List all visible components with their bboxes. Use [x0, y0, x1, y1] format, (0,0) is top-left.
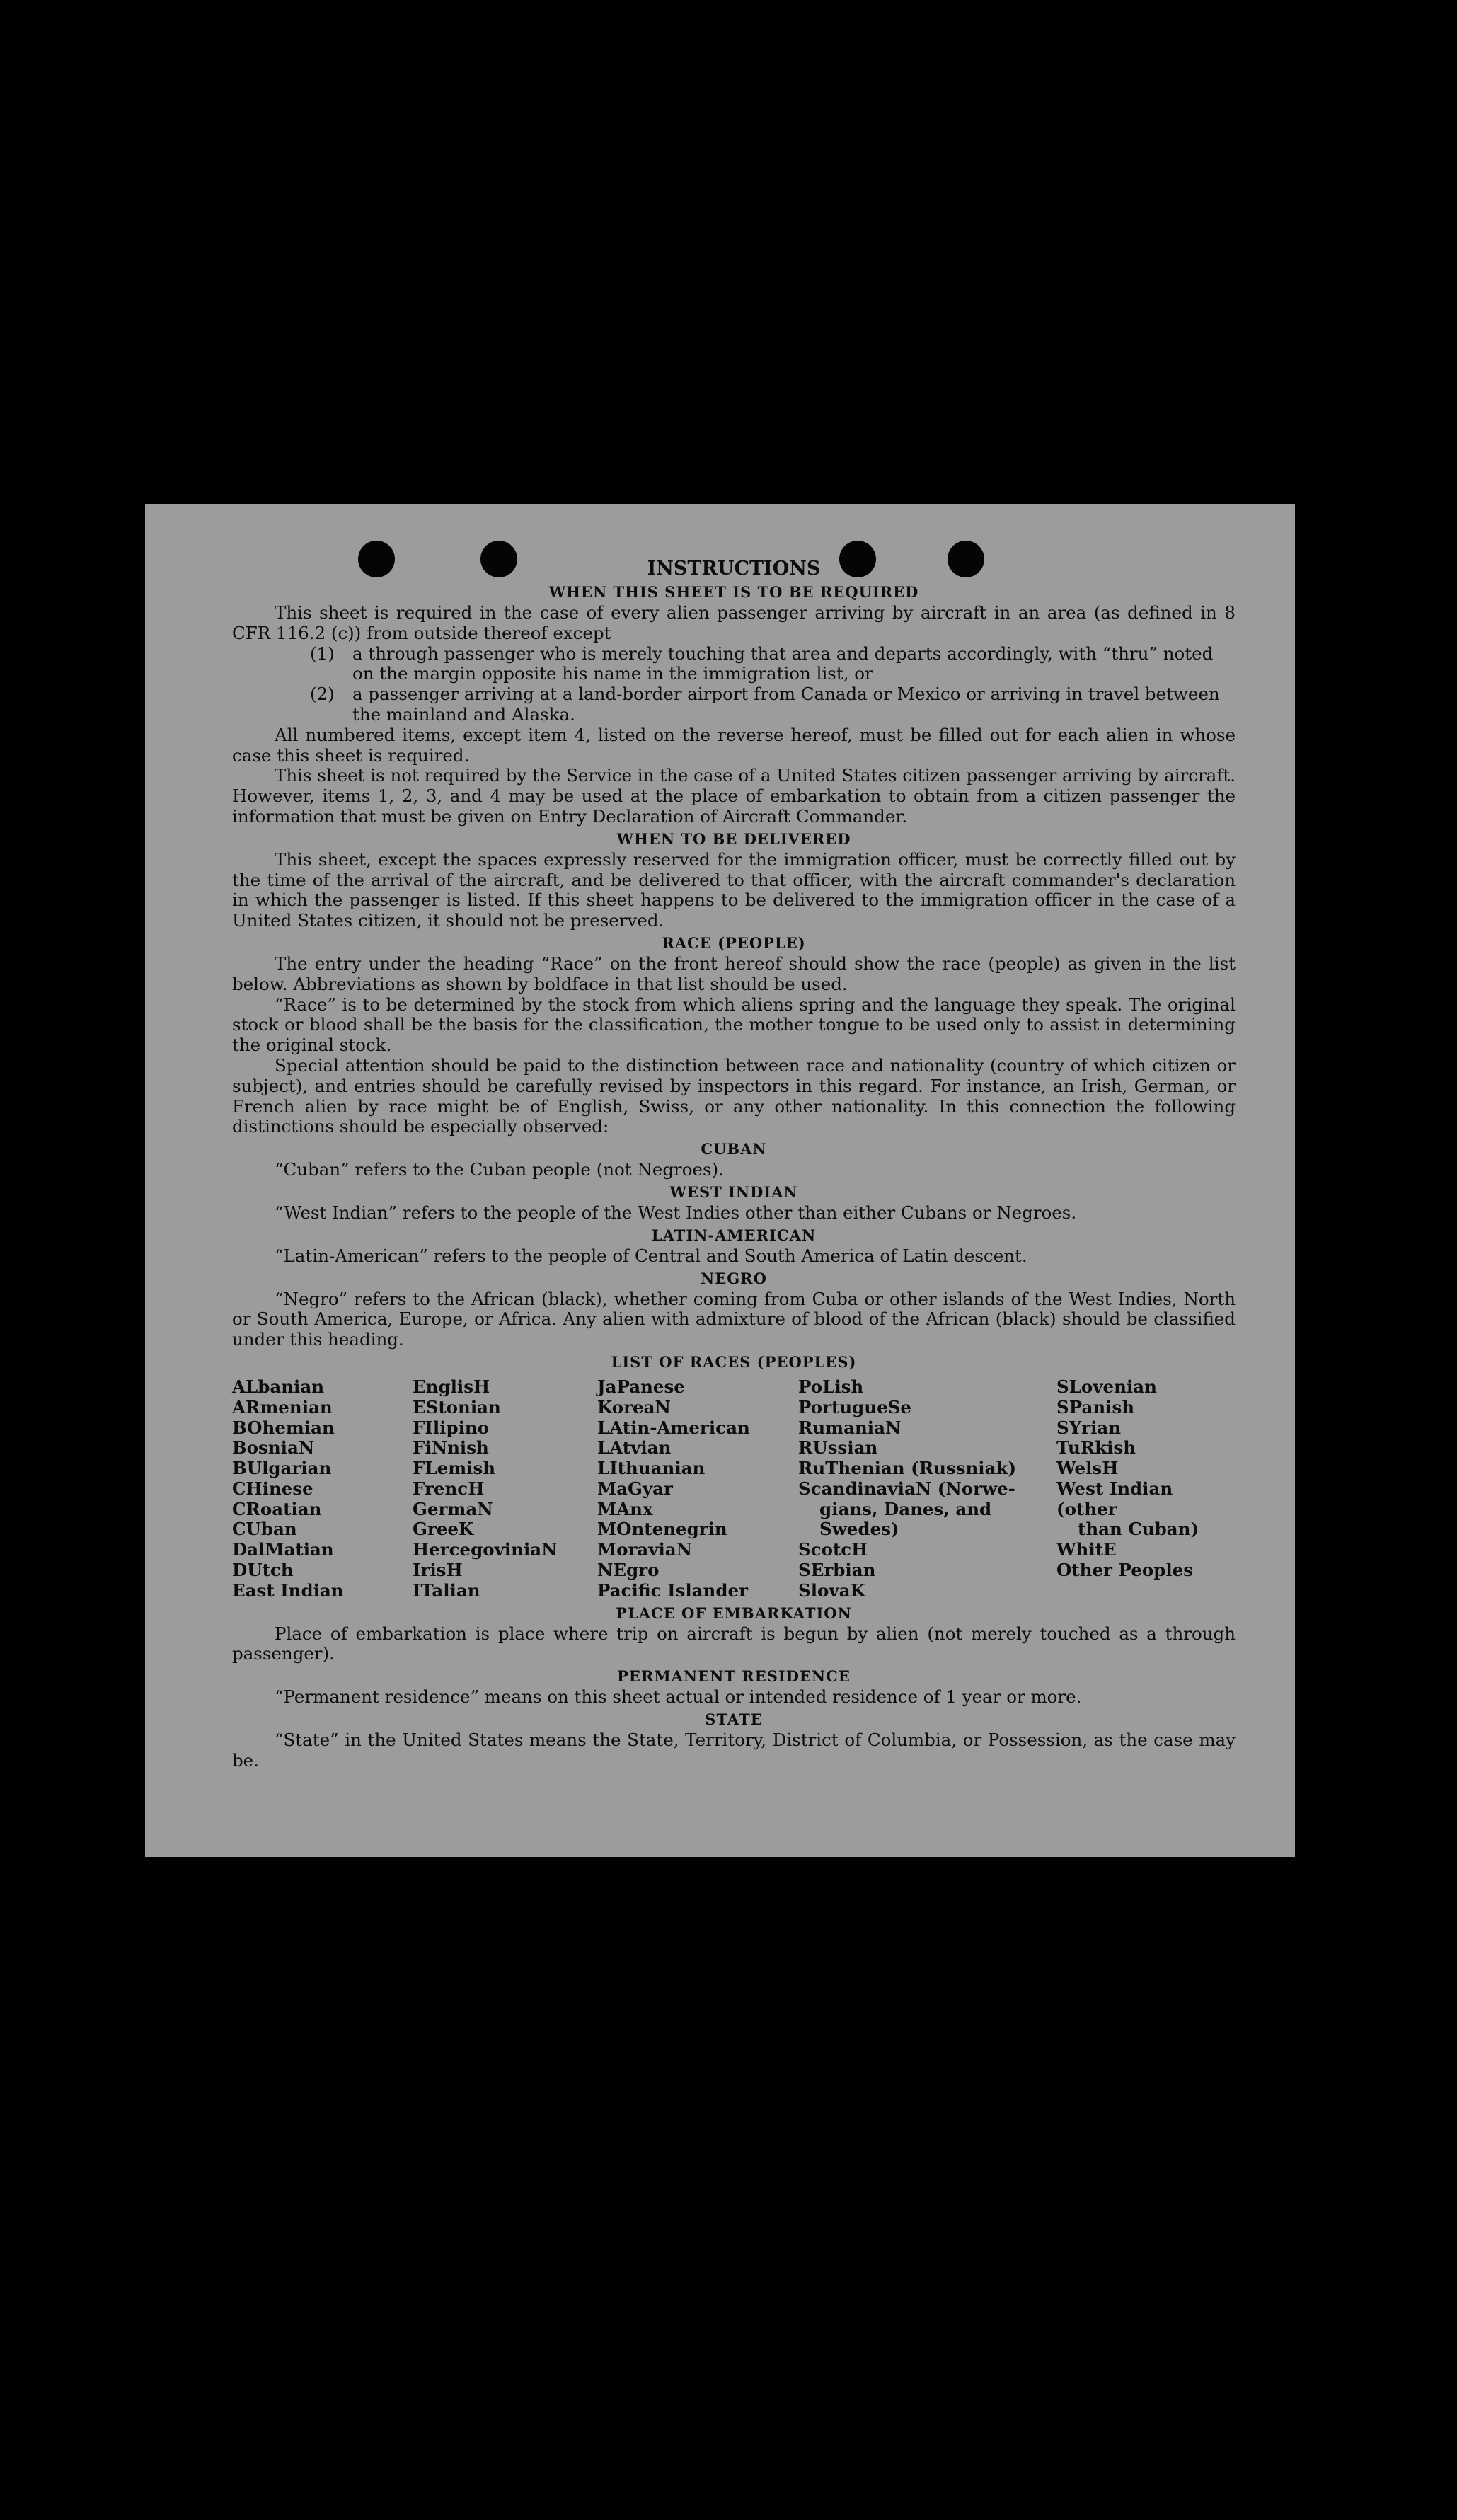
section-heading-state: STATE — [705, 1710, 763, 1729]
item-text: a passenger arriving at a land-border airport from Canada or Mexico or arriving in travel between the mainland and Alaska. — [352, 684, 1220, 725]
race-entry: PoLish — [798, 1376, 864, 1397]
section-heading-races: LIST OF RACES (PEOPLES) — [611, 1352, 857, 1371]
paragraph: Special attention should be paid to the distinction between race and nationality (country of which citizen or subject), and entries should be carefully revised by inspectors in this regard. For instance, an Irish, German, or French alien by race might be of English, Swiss, or any other nationality. In this connection the following distinctions should be especially observed: — [232, 1054, 1236, 1137]
race-entry: HercegoviniaN — [413, 1539, 558, 1560]
item-text: a through passenger who is merely touching that area and departs accordingly, with “thru” noted on the margin opposite his name in the immigration list, or — [352, 643, 1214, 684]
paragraph: All numbered items, except item 4, listed on the reverse hereof, must be filled out for each alien in whose case this sheet is required. — [232, 724, 1236, 766]
race-entry: ARmenian — [232, 1396, 333, 1417]
section-heading-latin-american: LATIN-AMERICAN — [651, 1226, 817, 1244]
page-title: INSTRUCTIONS — [647, 558, 821, 580]
paragraph: Place of embarkation is place where trip on aircraft is begun by alien (not merely touched as a through passenger). — [232, 1623, 1236, 1664]
race-entry: BOhemian — [232, 1417, 335, 1438]
race-entry: East Indian — [232, 1580, 344, 1601]
race-entry: FrencH — [413, 1478, 485, 1499]
race-entry: RuThenian (Russniak) — [798, 1458, 1017, 1479]
paragraph: “Cuban” refers to the Cuban people (not Negroes). — [275, 1159, 724, 1180]
race-entry: DalMatian — [232, 1539, 334, 1560]
race-entry: CUban — [232, 1519, 297, 1540]
race-column — [1056, 1377, 1236, 1601]
paragraph: “State” in the United States means the State, Territory, District of Columbia, or Possession, as the case may be. — [232, 1730, 1236, 1771]
race-entry: JaPanese — [597, 1376, 685, 1397]
section-heading-negro: NEGRO — [701, 1269, 767, 1287]
race-entry: BUlgarian — [232, 1458, 332, 1479]
section-heading-when-delivered: WHEN TO BE DELIVERED — [616, 829, 851, 848]
paragraph: This sheet is required in the case of every alien passenger arriving by aircraft in an area (as defined in 8 CFR 116.2 (c)) from outside thereof except — [232, 602, 1236, 643]
instructions-body — [232, 558, 1236, 1771]
section-heading-when-required: WHEN THIS SHEET IS TO BE REQUIRED — [548, 583, 919, 601]
race-entry: LIthuanian — [597, 1458, 706, 1479]
race-entry: RUssian — [798, 1437, 878, 1459]
race-column — [798, 1377, 1056, 1601]
race-column — [597, 1377, 798, 1601]
race-list — [232, 1377, 1236, 1601]
race-entry: MoraviaN — [597, 1539, 693, 1560]
race-entry: CRoatian — [232, 1498, 322, 1519]
paragraph: “Permanent residence” means on this sheet actual or intended residence of 1 year or more. — [275, 1686, 1082, 1708]
list-item — [232, 644, 1236, 685]
item-number: (2) — [310, 684, 335, 705]
race-entry: ITalian — [413, 1580, 480, 1601]
race-entry: gians, Danes, and — [819, 1498, 992, 1519]
race-entry: LAtvian — [597, 1437, 672, 1459]
race-entry: WelsH — [1056, 1458, 1119, 1479]
race-entry: CHinese — [232, 1478, 313, 1499]
race-entry: EnglisH — [413, 1376, 490, 1397]
race-entry: FIlipino — [413, 1417, 490, 1438]
race-entry: Pacific Islander — [597, 1580, 748, 1601]
race-entry: MAnx — [597, 1498, 653, 1519]
race-entry: PortugueSe — [798, 1396, 911, 1417]
race-entry: Other Peoples — [1056, 1560, 1194, 1581]
race-entry: SlovaK — [798, 1580, 865, 1601]
race-entry: IrisH — [413, 1560, 463, 1581]
paragraph: This sheet is not required by the Service in the case of a United States citizen passenger arriving by aircraft. However, items 1, 2, 3, and 4 may be used at the place of embarkation to obtain from a citizen passenger the information that must be given on Entry Declaration of Aircraft Commander. — [232, 765, 1236, 827]
section-heading-cuban: CUBAN — [701, 1140, 767, 1158]
race-entry: ALbanian — [232, 1376, 325, 1397]
section-heading-embarkation: PLACE OF EMBARKATION — [616, 1604, 852, 1622]
paragraph: “Latin-American” refers to the people of Central and South America of Latin descent. — [275, 1245, 1027, 1266]
race-entry: RumaniaN — [798, 1417, 902, 1438]
paragraph: “Race” is to be determined by the stock from which aliens spring and the language they speak. The original stock or blood shall be the basis for the classification, the mother tongue to be used only to assist in determining the original stock. — [232, 994, 1236, 1056]
race-entry: GreeK — [413, 1519, 474, 1540]
section-heading-residence: PERMANENT RESIDENCE — [617, 1667, 851, 1686]
race-entry: FLemish — [413, 1458, 496, 1479]
document-sheet — [145, 504, 1295, 1857]
item-number: (1) — [310, 643, 335, 664]
race-entry: than Cuban) — [1078, 1519, 1199, 1540]
race-entry: NEgro — [597, 1560, 660, 1581]
paragraph: “Negro” refers to the African (black), whether coming from Cuba or other islands of the West Indies, North or South America, Europe, or Africa. Any alien with admixture of blood of the African (black) should be classified under this heading. — [232, 1288, 1236, 1350]
race-entry: MOntenegrin — [597, 1519, 727, 1540]
race-entry: SPanish — [1056, 1396, 1135, 1417]
race-entry: KoreaN — [597, 1396, 671, 1417]
race-column — [232, 1377, 413, 1601]
race-entry: SLovenian — [1056, 1376, 1157, 1397]
race-entry: LAtin-American — [597, 1417, 750, 1438]
list-item — [232, 684, 1236, 725]
paragraph: “West Indian” refers to the people of the West Indies other than either Cubans or Negroes. — [275, 1202, 1077, 1223]
race-entry: Swedes) — [819, 1519, 899, 1540]
paragraph: This sheet, except the spaces expressly reserved for the immigration officer, must be correctly filled out by the time of the arrival of the aircraft, and be delivered to that officer, with the aircraft commander's declaration in which the passenger is listed. If this sheet happens to be delivered to the immigration officer in the case of a United States citizen, it should not be preserved. — [232, 848, 1236, 931]
race-entry: SErbian — [798, 1560, 876, 1581]
race-entry: DUtch — [232, 1560, 294, 1581]
race-column — [413, 1377, 597, 1601]
race-entry: ScandinaviaN (Norwe- — [798, 1478, 1015, 1499]
race-entry: SYrian — [1056, 1417, 1122, 1438]
race-entry: FiNnish — [413, 1437, 489, 1459]
race-entry: GermaN — [413, 1498, 493, 1519]
paragraph: The entry under the heading “Race” on the front hereof should show the race (people) as given in the list below. Abbreviations as shown by boldface in that list should be used. — [232, 953, 1236, 994]
race-entry: WhitE — [1056, 1539, 1117, 1560]
section-heading-race: RACE (PEOPLE) — [662, 933, 806, 952]
race-entry: MaGyar — [597, 1478, 673, 1499]
race-entry: TuRkish — [1056, 1437, 1136, 1459]
race-entry: EStonian — [413, 1396, 501, 1417]
section-heading-west-indian: WEST INDIAN — [669, 1183, 798, 1201]
race-entry: ScotcH — [798, 1539, 868, 1560]
race-entry: BosniaN — [232, 1437, 315, 1459]
race-entry: West Indian (other — [1056, 1478, 1173, 1519]
